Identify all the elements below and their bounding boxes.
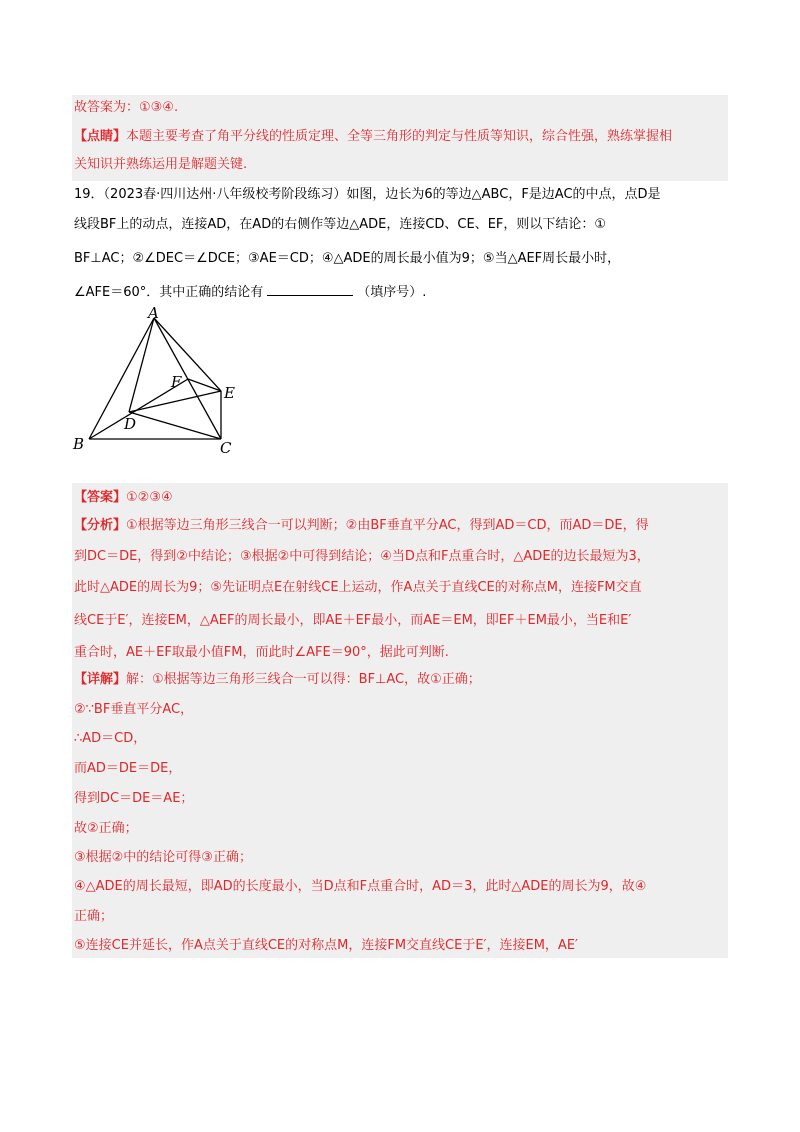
analysis-line-2: 到DC＝DE，得到②中结论；③根据②中可得到结论；④当D点和F点重合时，△ADE的边长最短为3， [74, 549, 650, 564]
segment-AD [129, 318, 154, 412]
question-line-4-post: （填序号）. [357, 285, 427, 300]
question-line-4-pre: ∠AFE＝60°．其中正确的结论有 [74, 285, 264, 300]
label-C: C [220, 439, 232, 457]
answer-line [74, 489, 173, 507]
prev-answer-line: 故答案为：①③④. [74, 100, 179, 115]
detail-text-1: 解：①根据等边三角形三线合一可以得：BF⊥AC，故①正确； [126, 672, 481, 687]
detail-line-3: ∴AD＝CD， [74, 731, 147, 746]
question-line-1: 19．（2023春·四川达州·八年级校考阶段练习）如图，边长为6的等边△ABC，F是边AC的中点，点D是 [74, 187, 661, 202]
segment-DE [129, 391, 221, 412]
detail-line-8: ④△ADE的周长最短，即AD的长度最小，当D点和F点重合时，AD＝3，此时△ADE的周长为9，故④ [74, 879, 647, 894]
analysis-tag: 【分析】 [74, 518, 127, 533]
segment-AB [89, 318, 154, 439]
comment-line-1 [74, 128, 672, 146]
segment-AC [154, 318, 221, 439]
detail-line-4: 而AD＝DE＝DE， [74, 761, 182, 776]
label-B: B [73, 435, 85, 453]
triangle-figure [70, 305, 270, 465]
analysis-line-5: 重合时，AE＋EF取最小值FM，而此时∠AFE＝90°，据此可判断. [74, 645, 449, 660]
answer-value: ①②③④ [126, 490, 173, 505]
analysis-line-3: 此时△ADE的周长为9；⑤先证明点E在射线CE上运动，作A点关于直线CE的对称点M，连接FM交直 [74, 580, 642, 595]
comment-tag: 【点睛】 [74, 129, 127, 144]
answer-blank[interactable] [267, 283, 353, 296]
question-line-4 [74, 283, 426, 302]
detail-line-1 [74, 671, 481, 689]
question-line-2: 线段BF上的动点，连接AD，在AD的右侧作等边△ADE，连接CD、CE、EF，则以下结论：① [74, 217, 607, 232]
detail-line-6: 故②正确； [74, 821, 138, 836]
segment-DC [129, 412, 221, 439]
comment-line-2: 关知识并熟练运用是解题关键. [74, 157, 248, 172]
label-E: E [224, 384, 235, 402]
detail-line-2: ②∵BF垂直平分AC， [74, 702, 194, 717]
detail-line-7: ③根据②中的结论可得③正确； [74, 850, 252, 865]
detail-line-10: ⑤连接CE并延长，作A点关于直线CE的对称点M，连接FM交直线CE于E′，连接EM，AE′ [74, 938, 578, 953]
detail-tag: 【详解】 [74, 672, 127, 687]
detail-line-5: 得到DC＝DE＝AE； [74, 791, 194, 806]
analysis-text-1: ①根据等边三角形三线合一可以判断；②由BF垂直平分AC，得到AD＝CD，而AD＝DE，得 [126, 518, 649, 533]
analysis-line-1 [74, 517, 649, 535]
label-D: D [124, 415, 137, 433]
detail-line-9: 正确； [74, 909, 114, 924]
label-A: A [148, 305, 159, 322]
answer-tag: 【答案】 [74, 490, 127, 505]
label-F: F [171, 373, 182, 391]
question-line-3: BF⊥AC；②∠DEC＝∠DCE；③AE＝CD；④△ADE的周长最小值为9；⑤当△AEF周长最小时， [74, 251, 621, 266]
comment-text-1: 本题主要考查了角平分线的性质定理、全等三角形的判定与性质等知识，综合性强，熟练掌握相 [126, 129, 673, 144]
analysis-line-4: 线CE于E′，连接EM，△AEF的周长最小，即AE＋EF最小，而AE＝EM，即EF＋EM最小，当E和E′ [74, 613, 632, 628]
